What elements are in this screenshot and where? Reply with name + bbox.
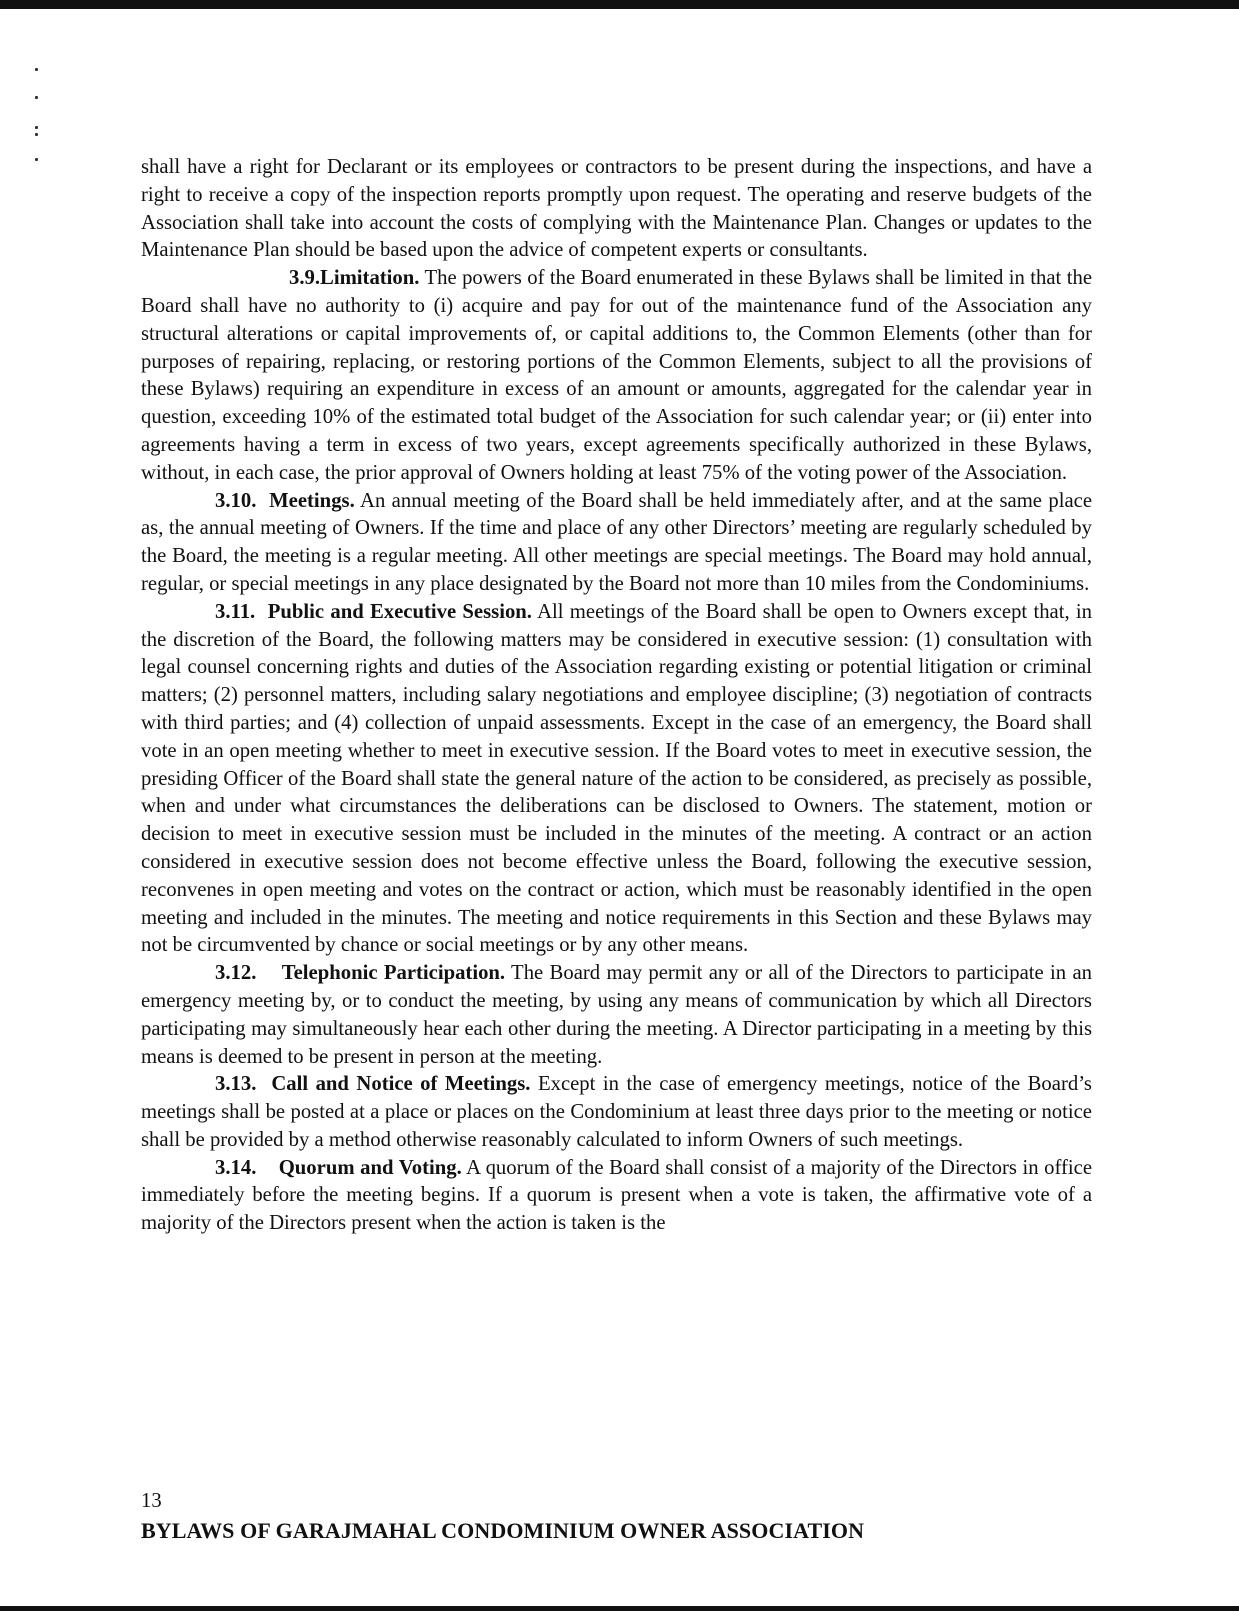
section-3-14 [141,1155,1092,1238]
section-number: 3.9. [289,267,321,290]
scan-bottom-border [0,1606,1239,1611]
section-number: 3.10. [215,489,257,512]
section-text: An annual meeting of the Board shall be held immediately after, and at the same place as, the annual meeting of Owners. If the time and place of any other Directors’ meeting are regularly scheduled by the Board, the meeting is a regular meeting. All other meetings are special meetings. The Board may hold annual, regular, or special meetings in any place designated by the Board not more than 10 miles from the Condominiums. [141,489,1093,595]
section-number: 3.12. [215,962,257,985]
section-title: Quorum and Voting. [278,1156,462,1179]
section-3-9 [141,265,1092,487]
page-number: 13 [141,1490,162,1512]
section-title: Limitation. [320,267,420,290]
section-text: All meetings of the Board shall be open to Owners except that, in the discretion of the Board, the following matters may be considered in executive session: (1) consultation with legal counsel concerning rights and duties of the Association regarding existing or potential litigation or criminal matters; (2) personnel matters, including salary negotiations and employee discipline; (3) negotiation of contracts with third parties; and (4) collection of unpaid assessments. Except in the case of an emergency, the Board shall vote in an open meeting whether to meet in executive session. If the Board votes to meet in executive session, the presiding Officer of the Board shall state the general nature of the action to be considered, as precisely as possible, when and under what circumstances the deliberations can be disclosed to Owners. The statement, motion or decision to meet in executive session must be included in the minutes of the meeting. A contract or an action considered in executive session does not become effective unless the Board, following the executive session, reconvenes in open meeting and votes on the contract or action, which must be reasonably identified in the open meeting and included in the minutes. The meeting and notice requirements in this Section and these Bylaws may not be circumvented by chance or social meetings or by any other means. [141,600,1092,957]
section-number: 3.13. [215,1073,257,1096]
section-3-13 [141,1071,1092,1154]
section-3-11 [141,599,1092,960]
continuation-paragraph: shall have a right for Declarant or its employees or contractors to be present during the inspections, and have a right to receive a copy of the inspection reports promptly upon request. The operating and reserve budgets of the Association shall take into account the costs of complying with the Maintenance Plan. Changes or updates to the Maintenance Plan should be based upon the advice of competent experts or consultants. [141,156,1092,262]
scan-artifact [35,158,38,161]
section-title: Call and Notice of Meetings. [271,1073,531,1096]
section-title: Meetings. [269,489,355,512]
section-3-10 [141,488,1092,599]
footer-title: BYLAWS OF GARAJMAHAL CONDOMINIUM OWNER ASSOCIATION [141,1518,865,1543]
section-text: The Board may permit any or all of the Directors to participate in an emergency meeting by, or to conduct the meeting, by using any means of communication by which all Directors participating may simultaneously hear each other during the meeting. A Director participating in a meeting by this means is deemed to be present in person at the meeting. [141,962,1092,1068]
section-number: 3.14. [215,1156,257,1179]
section-title: Telephonic Participation. [281,962,506,985]
scan-artifact [35,68,38,71]
section-text: The powers of the Board enumerated in these Bylaws shall be limited in that the Board shall have no authority to (i) acquire and pay for out of the maintenance fund of the Association any structural alterations or capital improvements of, or capital additions to, the Common Elements (other than for purposes of repairing, replacing, or restoring portions of the Common Elements, subject to all the provisions of these Bylaws) requiring an expenditure in excess of an amount or amounts, aggregated for the calendar year in question, exceeding 10% of the estimated total budget of the Association for such calendar year; or (ii) enter into agreements having a term in excess of two years, except agreements specifically authorized in these Bylaws, without, in each case, the prior approval of Owners holding at least 75% of the voting power of the Association. [141,267,1092,484]
section-text: Except in the case of emergency meetings, notice of the Board’s meetings shall be posted at a place or places on the Condominium at least three days prior to the meeting or notice shall be provided by a method otherwise reasonably calculated to inform Owners of such meetings. [141,1073,1092,1151]
document-body [141,154,1092,1238]
scan-artifact [35,133,38,136]
section-3-12 [141,960,1092,1071]
scan-top-border [0,0,1239,9]
scan-artifact [35,96,38,99]
section-number: 3.11. [215,600,256,623]
section-text: A quorum of the Board shall consist of a majority of the Directors in office immediately before the meeting begins. If a quorum is present when a vote is taken, the affirmative vote of a majority of the Directors present when the action is taken is the [141,1156,1092,1235]
scan-artifact [35,126,38,129]
section-title: Public and Executive Session. [267,600,532,623]
